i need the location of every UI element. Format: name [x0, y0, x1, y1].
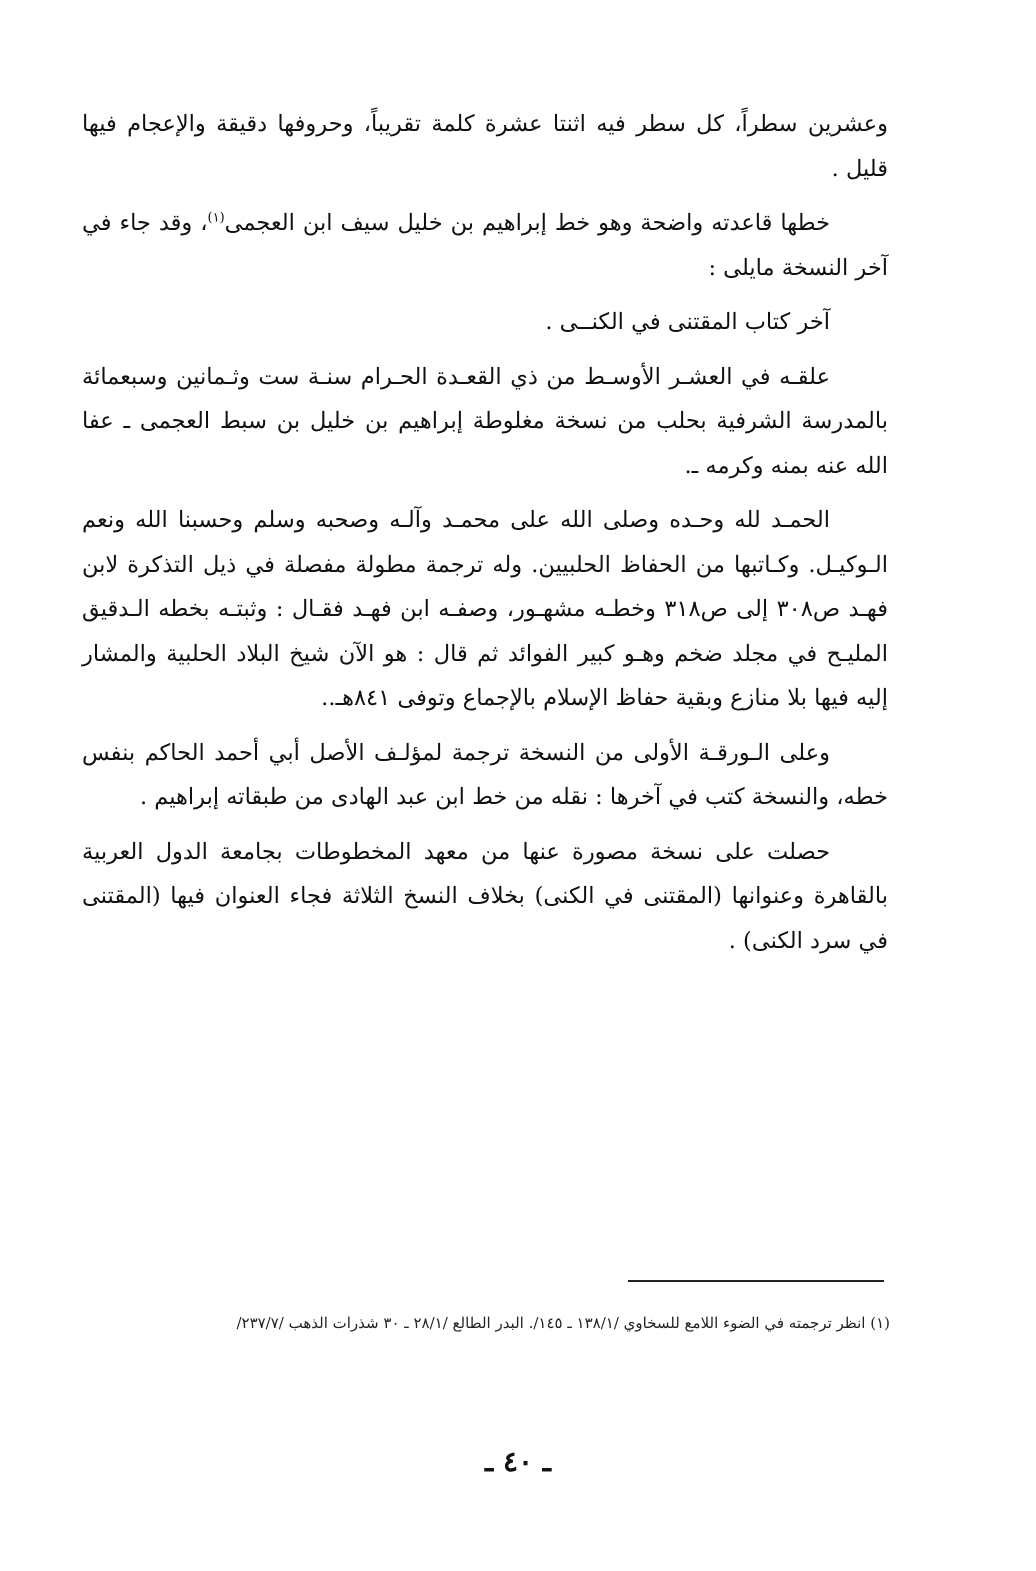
paragraph-2 [82, 201, 888, 290]
page-number: ـ ٤٠ ـ [485, 1445, 551, 1478]
footnote: (١) انظر ترجمته في الضوء اللامع للسخاوي /١٣٨/١ ـ ١٤٥/. البدر الطالع /٢٨/١ ـ ٣٠ شذرات الذهب /٢٣٧/٧/ [236, 1314, 890, 1332]
footnote-separator [628, 1280, 884, 1282]
main-text [82, 102, 888, 973]
footnote-reference: (١) [207, 210, 225, 226]
paragraph-6: وعلى الـورقـة الأولى من النسخة ترجمة لمؤلـف الأصل أبي أحمد الحاكم بنفس خطه، والنسخة كتب في آخرها : نقله من خط ابن عبد الهادى من طبقاته إبراهيم . [82, 739, 888, 810]
paragraph-4: علقـه في العشـر الأوسـط من ذي القعـدة الحـرام سنـة ست وثـمانين وسبعمائة بالمدرسة الشرفية بحلب من نسخة مغلوطة إبراهيم بن خليل بن سبط العجمى ـ عفا الله عنه بمنه وكرمه ـ. [82, 363, 888, 479]
paragraph-3: آخر كتاب المقتنى في الكنــى . [545, 309, 830, 335]
paragraph-7: حصلت على نسخة مصورة عنها من معهد المخطوطات بجامعة الدول العربية بالقاهرة وعنوانها (المقتنى في الكنى) بخلاف النسخ الثلاثة فجاء العنوان فيها (المقتنى في سرد الكنى) . [82, 838, 888, 954]
paragraph-2-text-before: خطها قاعدته واضحة وهو خط إبراهيم بن خليل سيف ابن العجمى [224, 210, 830, 236]
paragraph-5: الحمـد لله وحـده وصلى الله على محمـد وآلـه وصحبه وسلم وحسبنا الله ونعم الـوكيـل. وكـاتبها من الحفاظ الحلبيين. وله ترجمة مطولة مفصلة في ذيل التذكرة لابن فهـد ص٣٠٨ إلى ص٣١٨ وخطـه مشهـور، وصفـه ابن فهـد فقـال : وثبتـه بخطه الـدقيق المليـح في مجلد ضخم وهـو كبير الفوائد ثم قال : هو الآن شيخ البلاد الحلبية والمشار إليه فيها بلا منازع وبقية حفاظ الإسلام بالإجماع وتوفى ٨٤١هـ.. [82, 507, 889, 711]
paragraph-2-text-after: ، وقد جاء في آخر النسخة مايلى : [82, 210, 888, 281]
paragraph-1: وعشرين سطراً، كل سطر فيه اثنتا عشرة كلمة تقريباً، وحروفها دقيقة والإعجام فيها قليل . [82, 111, 888, 182]
